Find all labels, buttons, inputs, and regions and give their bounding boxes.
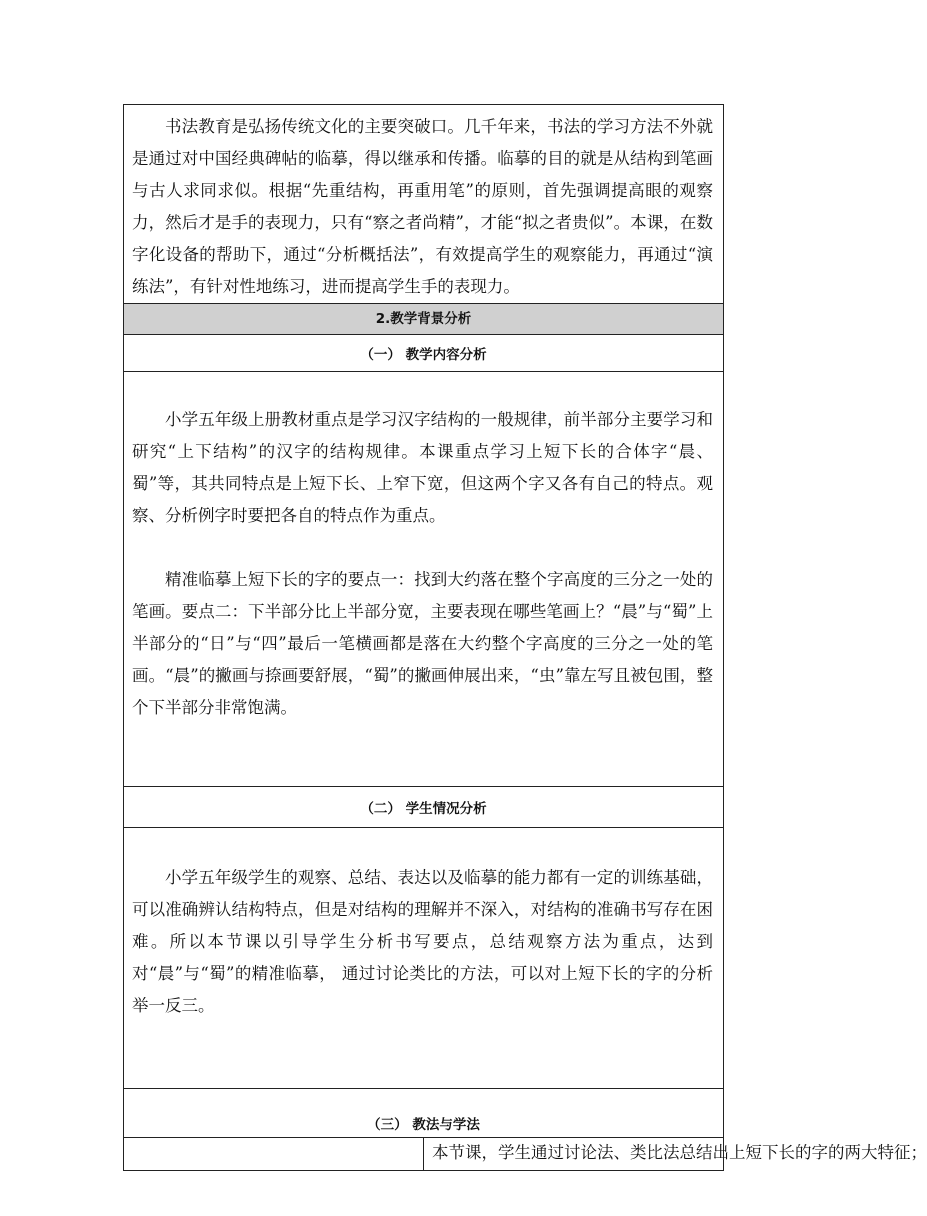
intro-row [124,105,724,304]
subsection-title-row-1 [124,335,724,372]
methods-first-line: 本节课，学生通过讨论法、类比法总结出上短下长的字的两大特征； [424,1138,724,1171]
methods-row [124,1138,724,1171]
content-analysis-paragraph-2: 精准临摹上短下长的字的要点一：找到大约落在整个字高度的三分之一处的笔画。要点二：下半部分比上半部分宽，主要表现在哪些笔画上？“晨”与“蜀”上半部分的“日”与“四”最后一笔横画都是落在大约整个字高度的三分之一处的笔画。“晨”的撇画与捺画要舒展，“蜀”的撇画伸展出来，“虫”靠左写且被包围，整个下半部分非常饱满。 [132,570,713,717]
subsection-title-content-analysis: （一） 教学内容分析 [124,335,724,372]
intro-cell [124,105,724,304]
subsection-title-methods: （三） 教法与学法 [124,1089,724,1138]
lesson-plan-table [123,104,927,1171]
student-analysis-row [124,828,724,1089]
section-heading-row [124,304,724,335]
student-analysis-paragraph: 小学五年级学生的观察、总结、表达以及临摹的能力都有一定的训练基础，可以准确辨认结构特点，但是对结构的理解并不深入，对结构的准确书写存在困难。所以本节课以引导学生分析书写要点，总结观察方法为重点，达到对“晨”与“蜀”的精准临摹， 通过讨论类比的方法，可以对上短下长的字的分析举一反三。 [132,868,713,1015]
content-analysis-row [124,372,724,787]
subsection-title-row-3 [124,1089,724,1138]
intro-paragraph: 书法教育是弘扬传统文化的主要突破口。几千年来，书法的学习方法不外就是通过对中国经典碑帖的临摹，得以继承和传播。临摹的目的就是从结构到笔画与古人求同求似。根据“先重结构，再重用笔”的原则，首先强调提高眼的观察力，然后才是手的表现力，只有“察之者尚精”，才能“拟之者贵似”。本课，在数字化设备的帮助下，通过“分析概括法”，有效提高学生的观察能力，再通过“演练法”，有针对性地练习，进而提高学生手的表现力。 [132,117,713,296]
methods-label-cell [124,1138,424,1171]
section-heading: 2.教学背景分析 [124,304,724,335]
student-analysis-cell [124,828,724,1089]
paragraph-gap [132,532,713,564]
lesson-plan-page [123,104,927,1171]
subsection-title-row-2 [124,787,724,828]
content-analysis-paragraph-1: 小学五年级上册教材重点是学习汉字结构的一般规律，前半部分主要学习和研究“上下结构”的汉字的结构规律。本课重点学习上短下长的合体字“晨、蜀”等，其共同特点是上短下长、上窄下宽，但这两个字又各有自己的特点。观察、分析例字时要把各自的特点作为重点。 [132,410,713,525]
subsection-title-student-analysis: （二） 学生情况分析 [124,787,724,828]
content-analysis-cell [124,372,724,787]
